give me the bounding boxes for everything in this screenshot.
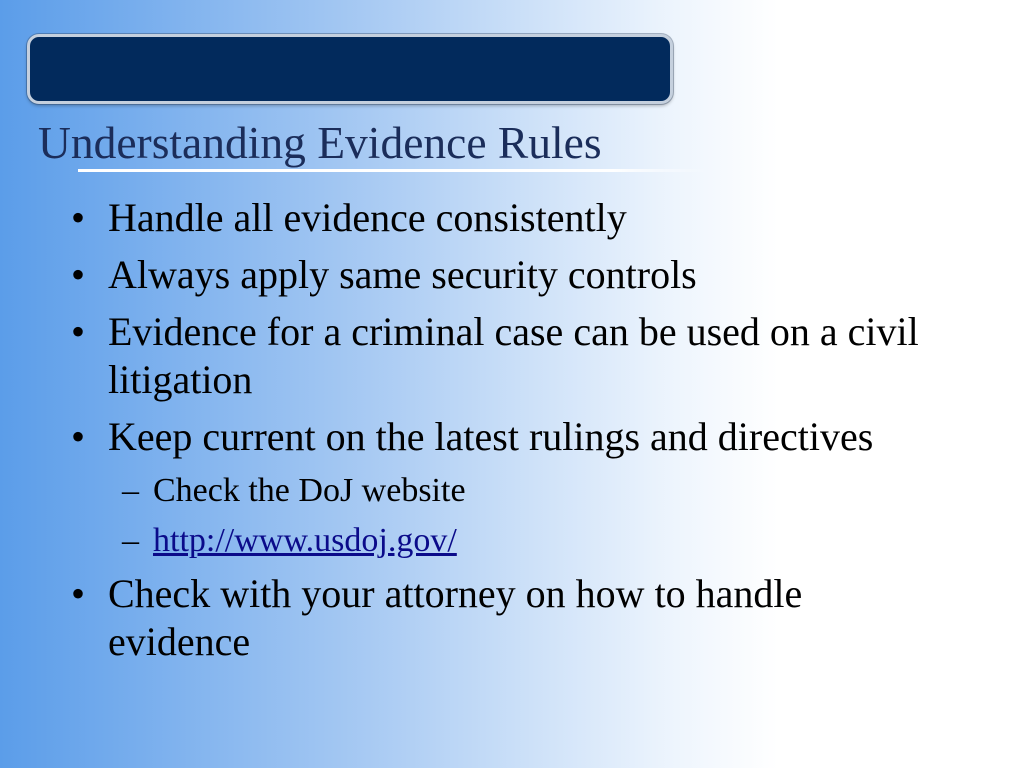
bullet-glyph: •	[71, 252, 86, 297]
bullet-item	[0, 570, 938, 666]
usdoj-link[interactable]: http://www.usdoj.gov/	[153, 522, 457, 559]
title-underline	[78, 169, 708, 172]
slide-title: Understanding Evidence Rules	[38, 117, 602, 168]
sub-bullet-glyph: –	[122, 522, 139, 559]
bullet-text: Check with your attorney on how to handle evidence	[108, 571, 803, 664]
bullet-list	[0, 185, 938, 666]
sub-bullet-list	[108, 470, 938, 561]
bullet-item	[0, 251, 938, 299]
sub-bullet-glyph: –	[122, 472, 139, 509]
bullet-text: Handle all evidence consistently	[108, 195, 627, 240]
bullet-glyph: •	[71, 571, 86, 616]
sub-bullet-item	[108, 520, 938, 561]
bullet-text: Always apply same security controls	[108, 252, 697, 297]
bullet-glyph: •	[71, 309, 86, 354]
sub-bullet-text: Check the DoJ website	[153, 472, 466, 509]
bullet-text: Keep current on the latest rulings and directives	[108, 414, 874, 459]
bullet-glyph: •	[71, 195, 86, 240]
bullet-text: Evidence for a criminal case can be used on a civil litigation	[108, 309, 919, 402]
bullet-item	[0, 194, 938, 242]
bullet-item	[0, 308, 938, 404]
bullet-item	[0, 413, 938, 561]
bullet-glyph: •	[71, 414, 86, 459]
title-banner	[27, 34, 673, 104]
sub-bullet-item	[108, 470, 938, 511]
